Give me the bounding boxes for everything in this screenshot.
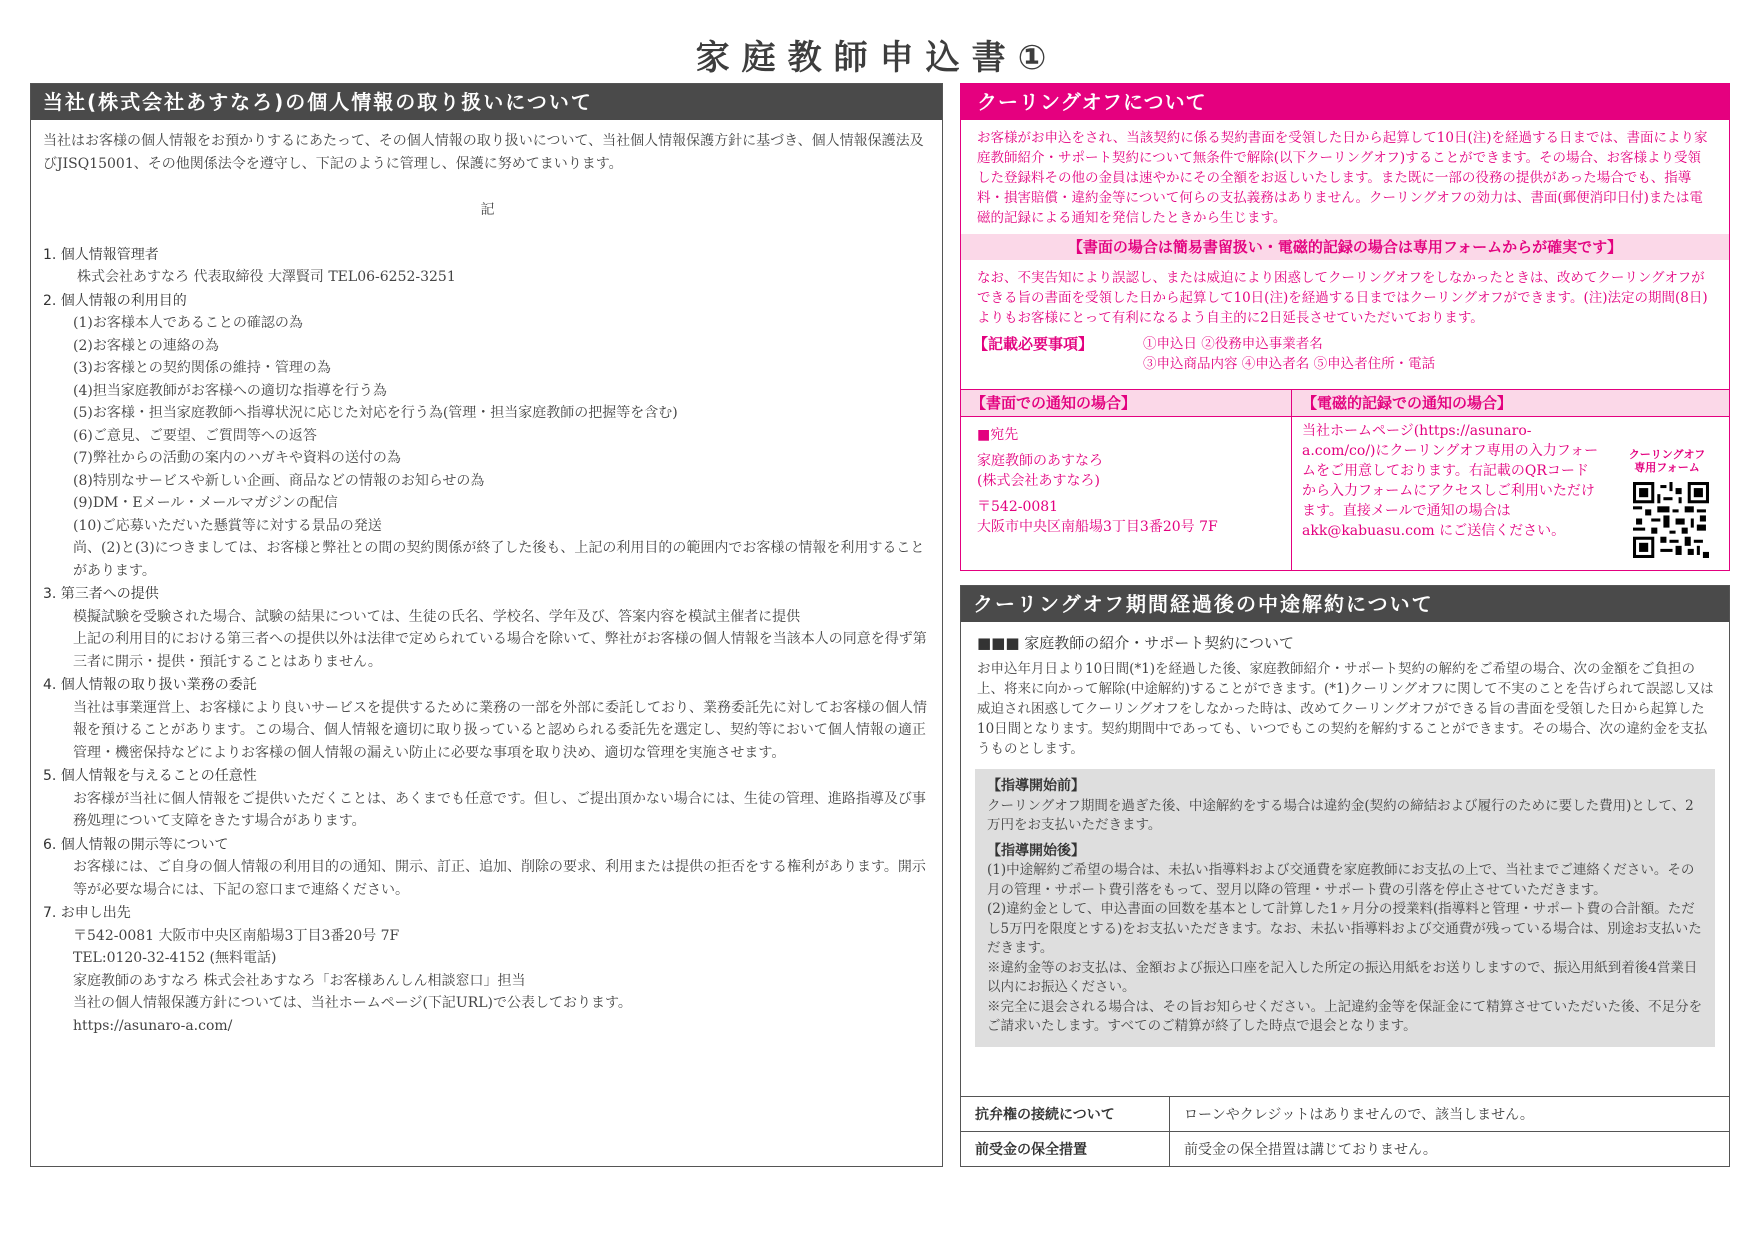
required-line: ③申込商品内容 ④申込者名 ⑤申込者住所・電話: [1143, 356, 1436, 372]
cooling-off-panel: [960, 83, 1730, 571]
after-note: ※違約金等のお支払は、金額および振込口座を記入した所定の振込用紙をお送りしますので、振込用紙到着後4営業日以内にお振込ください。: [987, 959, 1698, 995]
cancellation-para: お申込年月日より10日間(*1)を経過した後、家庭教師紹介・サポート契約の解約をご希望の場合、次の金額をご負担の上、将来に向かって解除(中途解約)することができます。(*1)クーリングオフに関して不実のことを告げられて誤認し又は威迫され困惑してクーリングオフをしなかった時は、改めてクーリングオフができる旨の書面を受領した日から起算した10日間となります。契約期間中であっても、いつでもこの契約を解約することができます。その場合、次の違約金を支払うものとします。: [977, 661, 1714, 757]
section-3-heading: 3. 第三者への提供: [43, 586, 159, 602]
qr-label-line: 専用フォーム: [1634, 461, 1700, 474]
table-row: [961, 1097, 1729, 1132]
paper-company: (株式会社あすなろ): [977, 473, 1100, 489]
section-6-heading: 6. 個人情報の開示等について: [43, 836, 229, 853]
paper-address: 大阪市中央区南船場3丁目3番20号 7F: [977, 519, 1218, 535]
cooling-off-para1: お客様がお申込をされ、当該契約に係る契約書面を受領した日から起算して10日(注)を経過する日までは、書面により家庭教師紹介・サポート契約について無条件で解除(以下クーリングオフ)することができます。その場合、お客様より受領した登録料その他の金員は速やかにその全額をお返しいたします。また既に一部の役務の提供があった場合でも、指導料・損害賠償・違約金等について何らの支払義務はありません。クーリングオフの効力は、書面(郵便消印日付)または電磁的記録による通知を発信したときから生じます。: [977, 130, 1708, 226]
purpose-note: 尚、(2)と(3)につきましては、お客様と弊社との間の契約関係が終了した後も、上記の利用目的の範囲内でお客様の情報を利用することがあります。: [73, 540, 925, 579]
section-3-line: 上記の利用目的における第三者への提供以外は法律で定められている場合を除いて、弊社がお客様の個人情報を当該本人の同意を得ず第三者に開示・提供・預託することはありません。: [73, 631, 927, 670]
after-item: (2)違約金として、申込書面の回数を基本として計算した1ヶ月分の授業料(指導料と管理・サポート費の合計額。ただし5万円を限度とする)をお支払いただきます。なお、未払い指導料および交通費が残っている場合は、別途お支払いただきます。: [987, 901, 1702, 956]
required-items: [961, 328, 1729, 374]
page-title: 家庭教師申込書①: [695, 38, 1059, 78]
section-2-heading: 2. 個人情報の利用目的: [43, 292, 187, 309]
purpose-item: (2)お客様との連絡の為: [73, 337, 219, 354]
qr-label: [1619, 448, 1715, 474]
section-4-line: 当社は事業運営上、お客様により良いサービスを提供するために業務の一部を外部に委託しており、業務委託先に対してお客様の個人情報を預けることがあります。この場合、個人情報を適切に取り扱っていると認められる委託先を選定し、契約等において個人情報の適正管理・機密保持などによりお客様の個人情報の漏えい防止に必要な事項を取り決め、適切な管理を実施させます。: [73, 699, 927, 761]
paper-notice: [961, 390, 1292, 571]
purpose-item: (1)お客様本人であることの確認の為: [73, 315, 303, 331]
contact-address: 〒542-0081 大阪市中央区南船場3丁目3番20号 7F: [73, 927, 400, 944]
section-3-line: 模擬試験を受験された場合、試験の結果については、生徒の氏名、学校名、学年及び、答案内容を模試主催者に提供: [73, 608, 801, 625]
paper-notice-heading: 【書面での通知の場合】: [961, 390, 1291, 417]
section-7-heading: 7. お申し出先: [43, 905, 131, 921]
paper-dest: ■宛先: [977, 427, 1019, 443]
table-label: 抗弁権の接続について: [961, 1097, 1170, 1132]
contact-url[interactable]: https://asunaro-a.com/: [73, 1017, 233, 1034]
ki-mark: 記: [480, 202, 495, 218]
privacy-intro: 当社はお客様の個人情報をお預かりするにあたって、その個人情報の取り扱いについて、当社個人情報保護方針に基づき、個人情報保護法及びJISQ15001、その他関係法令を遵守し、下記のように管理し、保護に努めてまいります。: [43, 133, 924, 172]
cooling-off-heading: クーリングオフについて: [961, 84, 1729, 120]
table-value: 前受金の保全措置は講じておりません。: [1170, 1132, 1730, 1167]
electronic-text: 当社ホームページ(https://asunaro-a.com/co/)にクーリングオフ専用の入力フォームをご用意しております。右記載のQRコードから入力フォームにアクセスしご利用いただけます。直接メールで通知の場合は akk@kabuasu.com にご送信ください。: [1302, 423, 1599, 539]
cancellation-subheading: ■■■ 家庭教師の紹介・サポート契約について: [977, 634, 1294, 652]
privacy-heading: 当社(株式会社あすなろ)の個人情報の取り扱いについて: [31, 84, 942, 120]
electronic-notice-heading: 【電磁的記録での通知の場合】: [1292, 390, 1729, 417]
contact-phone: TEL:0120-32-4152 (無料電話): [73, 950, 277, 966]
section-5-line: お客様が当社に個人情報をご提供いただくことは、あくまでも任意です。但し、ご提出頂かない場合には、生徒の管理、進路指導及び事務処理について支障をきたす場合があります。: [73, 790, 926, 829]
before-text: クーリングオフ期間を過ぎた後、中途解約をする場合は違約金(契約の締結および履行のために要した費用)として、2万円をお支払いただきます。: [987, 797, 1694, 833]
purpose-item: (10)ご応募いただいた懸賞等に対する景品の発送: [73, 517, 382, 534]
info-table: [961, 1096, 1729, 1166]
table-label: 前受金の保全措置: [961, 1132, 1170, 1167]
after-note: ※完全に退会される場合は、その旨お知らせください。上記違約金等を保証金にて精算させていただいた後、不足分をご請求いたします。すべてのご精算が終了した時点で退会となります。: [987, 998, 1703, 1034]
section-6-line: お客様には、ご自身の個人情報の利用目的の通知、開示、訂正、追加、削除の要求、利用または提供の拒否をする権利があります。開示等が必要な場合には、下記の窓口まで連絡ください。: [73, 859, 926, 898]
purpose-item: (5)お客様・担当家庭教師へ指導状況に応じた対応を行う為(管理・担当家庭教師の把握等を含む): [73, 405, 678, 421]
section-1-line: 株式会社あすなろ 代表取締役 大澤賢司 TEL06-6252-3251: [77, 269, 456, 285]
after-item: (1)中途解約ご希望の場合は、未払い指導料および交通費を家庭教師にお支払の上で、当社までご連絡ください。その月の管理・サポート費引落をもって、翌月以降の管理・サポート費の引落を停止させていただきます。: [987, 862, 1695, 898]
section-5-heading: 5. 個人情報を与えることの任意性: [43, 768, 257, 784]
contact-desk: 家庭教師のあすなろ 株式会社あすなろ「お客様あんしん相談窓口」担当: [73, 972, 526, 989]
paper-name: 家庭教師のあすなろ: [977, 453, 1103, 469]
qr-code-icon[interactable]: [1633, 482, 1709, 558]
purpose-item: (9)DM・Eメール・メールマガジンの配信: [73, 495, 338, 511]
section-1-heading: 1. 個人情報管理者: [43, 246, 159, 263]
before-heading: 【指導開始前】: [987, 778, 1085, 794]
section-4-heading: 4. 個人情報の取り扱い業務の委託: [43, 677, 257, 693]
required-line: ①申込日 ②役務申込事業者名: [1143, 336, 1323, 352]
notice-grid: [961, 389, 1729, 571]
purpose-item: (7)弊社からの活動の案内のハガキや資料の送付の為: [73, 450, 401, 466]
table-value: ローンやクレジットはありませんので、該当しません。: [1170, 1097, 1730, 1132]
after-heading: 【指導開始後】: [987, 842, 1085, 859]
purpose-item: (8)特別なサービスや新しい企画、商品などの情報のお知らせの為: [73, 472, 485, 489]
paper-zip: 〒542-0081: [977, 499, 1059, 515]
required-label: 【記載必要事項】: [973, 335, 1094, 353]
cancellation-heading: クーリングオフ期間経過後の中途解約について: [961, 586, 1729, 622]
penalty-box: [975, 769, 1715, 1047]
cancellation-panel: [960, 585, 1730, 1167]
privacy-panel: [30, 83, 943, 1167]
contact-policy: 当社の個人情報保護方針については、当社ホームページ(下記URL)で公表しております。: [73, 995, 632, 1011]
electronic-notice: [1292, 390, 1729, 571]
qr-label-line: クーリングオフ: [1628, 448, 1706, 461]
purpose-item: (3)お客様との契約関係の維持・管理の為: [73, 360, 331, 376]
cooling-off-para2: なお、不実告知により誤認し、または威迫により困惑してクーリングオフをしなかったときは、改めてクーリングオフができる旨の書面を受領した日から起算して10日(注)を経過する日まではクーリングオフができます。(注)法定の期間(8日)よりもお客様にとって有利になるよう自主的に2日延長させていただいております。: [977, 270, 1708, 326]
cooling-off-band: 【書面の場合は簡易書留扱い・電磁的記録の場合は専用フォームからが確実です】: [961, 234, 1729, 260]
purpose-item: (6)ご意見、ご要望、ご質問等への返答: [73, 427, 317, 444]
table-row: [961, 1132, 1729, 1167]
purpose-item: (4)担当家庭教師がお客様への適切な指導を行う為: [73, 382, 387, 399]
